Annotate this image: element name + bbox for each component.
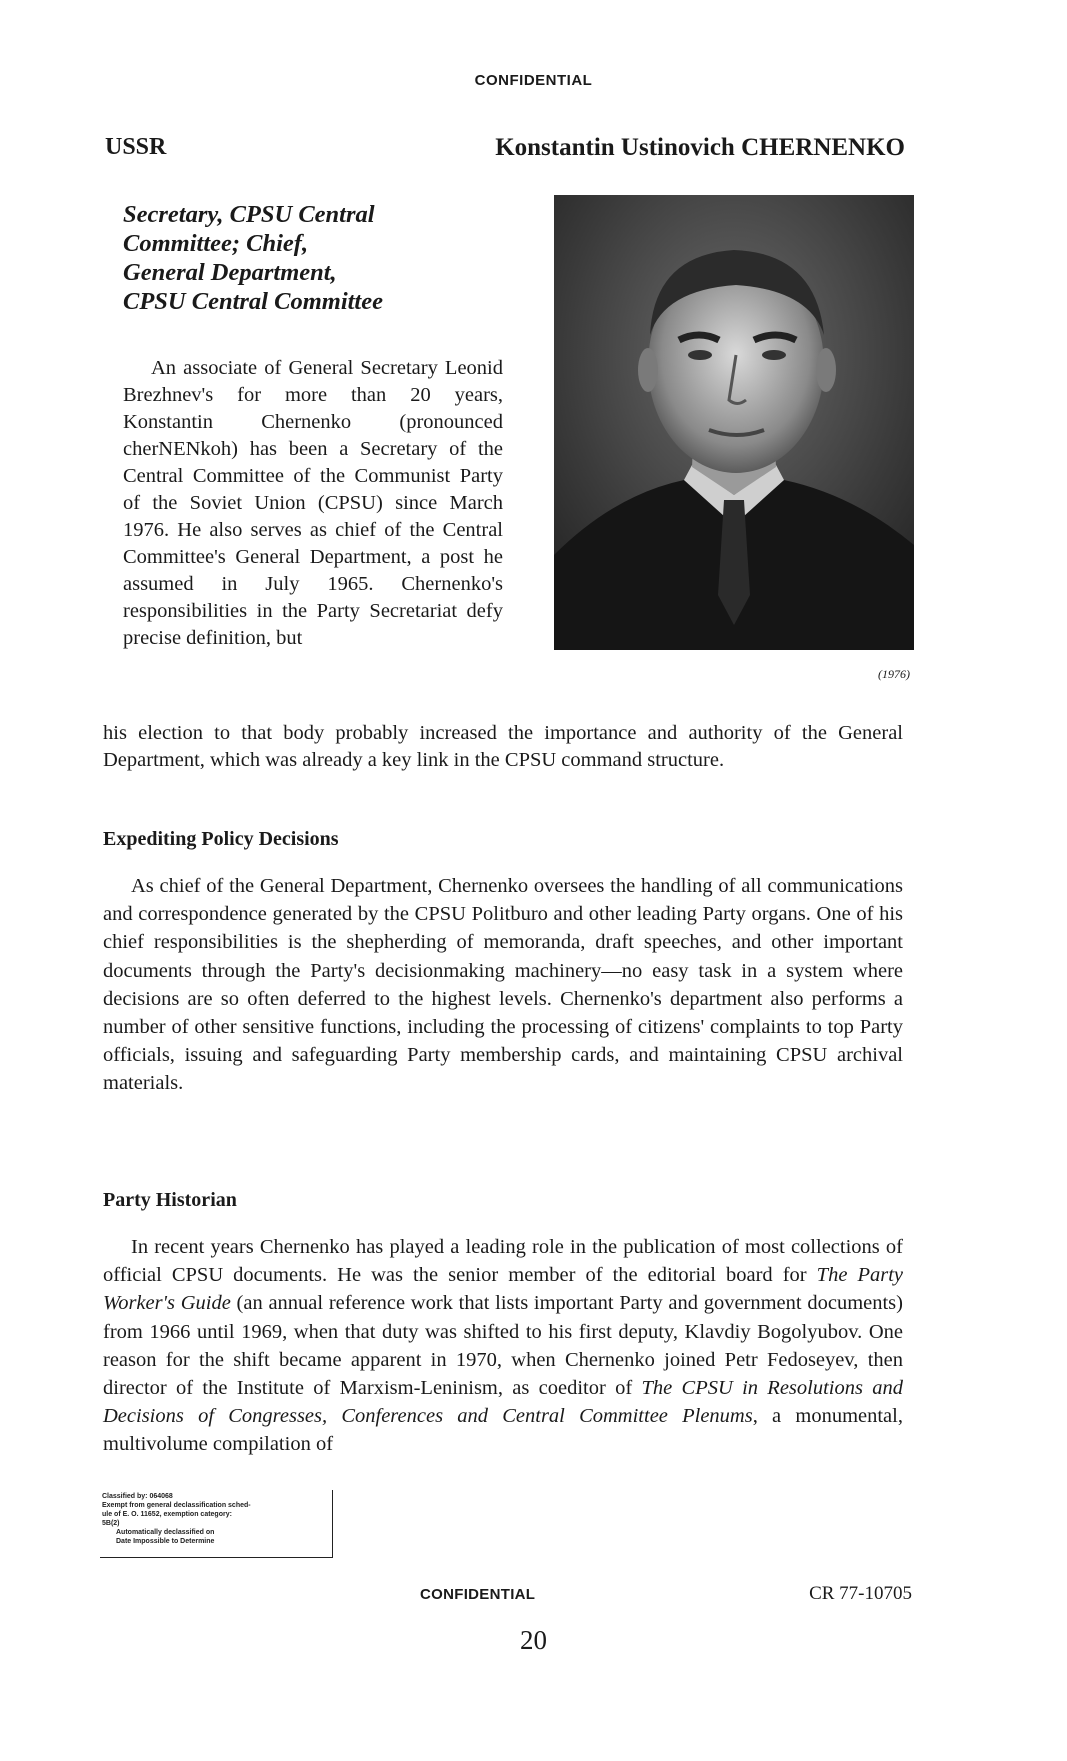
section-heading: Party Historian <box>103 1189 237 1211</box>
stamp-line: ule of E. O. 11652, exemption category: <box>102 1511 232 1518</box>
position-title-line: Secretary, CPSU Central <box>123 201 375 228</box>
intro-paragraph-continued: his election to that body probably increased the importance and authority of the General Department, which was already a key link in the CPSU command structure. <box>103 722 903 771</box>
body-text: In recent years Chernenko has played a leading role in the publication of most collections of official CPSU documents. He was the senior member of the editorial board for <box>103 1236 903 1287</box>
stamp-line: Date Impossible to Determine <box>116 1538 215 1545</box>
position-title-line: CPSU Central Committee <box>123 288 383 315</box>
position-title-line: Committee; Chief, <box>123 230 309 257</box>
intro-paragraph: An associate of General Secretary Leonid Brezhnev's for more than 20 years, Konstantin Chernenko (pronounced cherNENkoh) has been a Secretary of the Central Committee of the Communist Party of the Soviet Union (CPSU) since March 1976. He also serves as chief of the Central Committee's General Department, a post he assumed in July 1965. Chernenko's responsibilities in the Party Secretariat defy precise definition, but <box>123 357 503 649</box>
book-title: The CPSU in Resolutions and Decisions of Congresses, Conferences and Central Committee Plenums <box>103 1377 904 1428</box>
stamp-line: 5B(2) <box>102 1520 120 1527</box>
classification-footer: CONFIDENTIAL <box>420 1586 536 1603</box>
position-title <box>123 200 483 316</box>
body-text: (an annual reference work that lists important Party and government documents) from 1966 until 1969, when that duty was shifted to his first deputy, Klavdiy Bogolyubov. One reason for the shift became apparent in 1970, when Chernenko joined Petr Fedoseyev, then director of the Institute of Marxism-Leninism, as coeditor of <box>103 1292 903 1400</box>
body-text: , a monumental, multivolume compilation of <box>103 1405 903 1456</box>
classification-header: CONFIDENTIAL <box>474 72 593 89</box>
section-body <box>103 1233 903 1459</box>
subject-name: Konstantin Ustinovich CHERNENKO <box>495 134 905 161</box>
book-title: The Party Worker's Guide <box>103 1264 904 1315</box>
document-number: CR 77-10705 <box>809 1583 912 1604</box>
country-label: USSR <box>105 134 167 160</box>
page-number: 20 <box>520 1625 547 1655</box>
stamp-line: Classified by: 064068 <box>102 1493 173 1500</box>
stamp-line: Exempt from general declassification sched- <box>102 1502 251 1509</box>
photo-caption: (1976) <box>878 667 910 681</box>
declassification-stamp <box>100 1490 333 1558</box>
position-title-line: General Department, <box>123 259 337 286</box>
portrait-photo <box>554 195 914 650</box>
section-body: As chief of the General Department, Chernenko oversees the handling of all communications and correspondence generated by the CPSU Politburo and other leading Party organs. One of his chief responsibilities is the shepherding of memoranda, draft speeches, and other important documents through the Party's decisionmaking machinery—no easy task in a system where decisions are so often deferred to the highest levels. Chernenko's department also performs a number of other sensitive functions, including the processing of citizens' complaints to top Party officials, issuing and safeguarding Party membership cards, and maintaining CPSU archival materials. <box>103 875 903 1095</box>
stamp-line: Automatically declassified on <box>116 1529 215 1536</box>
section-heading: Expediting Policy Decisions <box>103 828 339 850</box>
portrait-image <box>554 195 914 650</box>
